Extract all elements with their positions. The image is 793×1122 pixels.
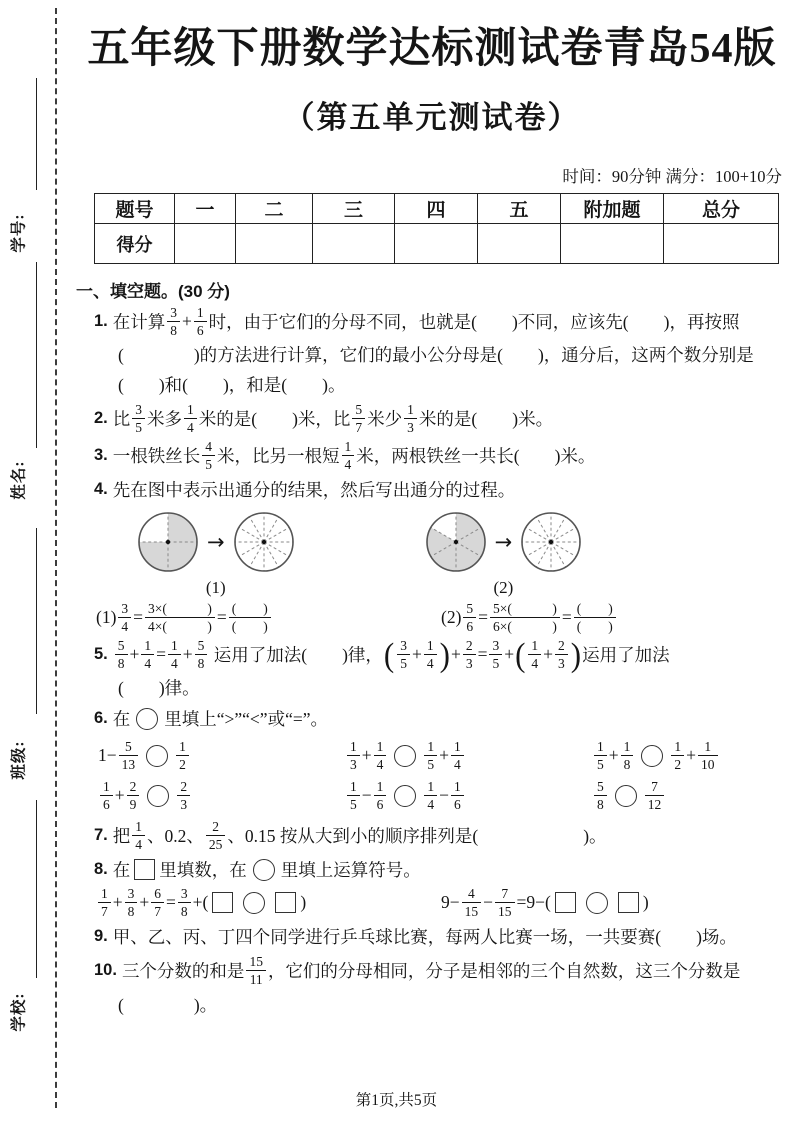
score-table-cell: 三 xyxy=(313,194,395,224)
question-text: 运用了加法 xyxy=(582,645,670,666)
question-number: 5. xyxy=(94,645,108,664)
fraction: $\frac{1}{6}$ xyxy=(451,779,464,812)
answer-circle xyxy=(586,892,608,914)
fraction: $\frac{1}{4}$ xyxy=(132,819,145,852)
fraction: $\frac{1}{5}$ xyxy=(424,739,437,772)
fraction-diagram xyxy=(136,510,296,598)
fraction: $\frac{3}{8}$ xyxy=(125,886,138,919)
expression xyxy=(96,885,441,920)
question-text: + xyxy=(139,892,150,913)
target-pie-circle xyxy=(232,510,296,574)
paper-title: 五年级下册数学达标测试卷青岛54版 xyxy=(87,26,777,72)
question-line xyxy=(76,370,788,399)
fraction: $\frac{1}{3}$ xyxy=(404,402,417,435)
question-line xyxy=(76,885,788,920)
question-text: +( xyxy=(192,892,209,913)
score-table-header-row xyxy=(95,194,779,224)
question-text: + xyxy=(129,644,140,665)
expression xyxy=(345,778,592,813)
question-line xyxy=(76,922,788,951)
paper-subtitle: （第五单元测试卷） xyxy=(283,100,581,136)
paper-content xyxy=(76,0,788,1020)
question-line xyxy=(76,401,788,436)
question-text: + xyxy=(182,311,192,332)
question-number: 3. xyxy=(94,446,108,465)
answer-circle xyxy=(394,785,416,807)
fraction: $\frac{( )}{( )}$ xyxy=(574,601,616,634)
page-number: 第1页,共5页 xyxy=(355,1092,438,1109)
question-text: 运用了加法( )律， xyxy=(209,645,383,666)
question-text: 在 xyxy=(112,860,131,881)
question-10 xyxy=(76,953,788,1018)
question-6 xyxy=(76,704,788,813)
source-pie-circle xyxy=(424,510,488,574)
score-table-empty-cell xyxy=(236,224,313,264)
fraction: $\frac{1}{4}$ xyxy=(424,779,437,812)
fraction: $\frac{5}{8}$ xyxy=(195,638,208,671)
question-text: + xyxy=(439,745,449,766)
fraction: $\frac{1}{6}$ xyxy=(194,305,207,338)
question-text: 米的是( )米。 xyxy=(418,409,554,430)
fraction: $\frac{2}{9}$ xyxy=(127,779,140,812)
answer-box xyxy=(134,859,155,880)
fraction: $\frac{3}{5}$ xyxy=(489,638,502,671)
question-line xyxy=(76,637,788,672)
question-text: 1− xyxy=(98,745,117,766)
fraction: $\frac{3}{4}$ xyxy=(118,601,131,634)
figure-label: (2) xyxy=(493,578,514,598)
answer-circle xyxy=(253,859,275,881)
question-2 xyxy=(76,401,788,436)
question-text: ( )律。 xyxy=(118,678,200,699)
question-7 xyxy=(76,818,788,853)
fraction: $\frac{5}{8}$ xyxy=(115,638,128,671)
score-table-empty-cell xyxy=(175,224,236,264)
question-text: − xyxy=(361,785,372,806)
target-pie-circle xyxy=(519,510,583,574)
student-id-text: 学号: xyxy=(11,213,29,253)
fraction: $\frac{2}{3}$ xyxy=(177,779,190,812)
question-text: 米，两根铁丝一共长( )米。 xyxy=(356,446,596,467)
question-line xyxy=(76,304,788,339)
fraction: $\frac{1}{4}$ xyxy=(528,638,541,671)
question-list xyxy=(76,304,788,1018)
question-text: 比 xyxy=(112,409,131,430)
question-text: + xyxy=(112,892,123,913)
figure-label: (1) xyxy=(205,578,226,598)
fraction: $\frac{7}{12}$ xyxy=(645,779,665,812)
seal-blank-line xyxy=(36,800,37,978)
question-text: 米，比另一根短 xyxy=(217,446,340,467)
question-number: 7. xyxy=(94,826,108,845)
student-id-label xyxy=(0,201,36,265)
answer-circle xyxy=(136,708,158,730)
seal-dashed-line xyxy=(55,8,57,1108)
circle-pair xyxy=(424,510,584,574)
fraction: $\frac{1}{2}$ xyxy=(671,739,684,772)
question-text: 里填数，在 xyxy=(159,860,247,881)
arrow-icon: → xyxy=(494,530,513,555)
fraction: $\frac{3}{8}$ xyxy=(178,886,191,919)
question-line xyxy=(76,438,788,473)
question-text: ) xyxy=(642,892,649,913)
fraction: $\frac{4}{15}$ xyxy=(462,886,482,919)
student-name-text: 姓名: xyxy=(11,460,29,500)
answer-circle xyxy=(243,892,265,914)
question-text: + xyxy=(504,644,515,665)
fraction: $\frac{1}{6}$ xyxy=(374,779,387,812)
big-parenthesis: ) xyxy=(570,635,582,674)
answer-circle xyxy=(615,785,637,807)
question-text: = xyxy=(477,644,488,665)
seal-blank-line xyxy=(36,262,37,448)
question-text: 米多 xyxy=(147,409,183,430)
expression xyxy=(592,778,666,813)
expression xyxy=(441,600,618,635)
fraction: $\frac{1}{7}$ xyxy=(98,886,111,919)
question-text: = xyxy=(478,607,489,628)
student-name-label xyxy=(0,448,36,512)
fraction: $\frac{5\times( )}{6\times( )}$ xyxy=(490,601,560,634)
question-text: 里填上“>”“<”或“=”。 xyxy=(164,709,328,730)
question-text: 甲、乙、丙、丁四个同学进行乒乓球比赛，每两人比赛一场，一共要赛( )场。 xyxy=(112,927,737,948)
question-text: = xyxy=(216,607,227,628)
answer-box xyxy=(618,892,639,913)
question-text: (2) xyxy=(441,607,462,628)
expression xyxy=(98,738,345,773)
question-text: = xyxy=(561,607,572,628)
fraction: $\frac{( )}{( )}$ xyxy=(229,601,271,634)
fraction: $\frac{1}{4}$ xyxy=(184,402,197,435)
section-title: 一、填空题。(30 分) xyxy=(76,282,230,302)
time-and-score-info: 时间：90分钟 满分：100+10分 xyxy=(562,167,782,187)
question-1 xyxy=(76,304,788,399)
question-number: 2. xyxy=(94,409,108,428)
answer-box xyxy=(212,892,233,913)
score-table-empty-cell xyxy=(664,224,779,264)
question-text: 里填上运算符号。 xyxy=(280,860,421,881)
fraction: $\frac{3}{5}$ xyxy=(397,638,410,671)
question-5 xyxy=(76,637,788,702)
big-parenthesis: ( xyxy=(383,635,395,674)
score-table-cell: 得分 xyxy=(95,224,175,264)
score-table-cell: 四 xyxy=(395,194,478,224)
question-text: 、0.2、 xyxy=(147,826,204,847)
question-number: 1. xyxy=(94,312,108,331)
score-table-cell: 附加题 xyxy=(561,194,664,224)
fraction: $\frac{1}{5}$ xyxy=(347,779,360,812)
fraction: $\frac{1}{6}$ xyxy=(100,779,113,812)
question-text: 时，由于它们的分母不同，也就是( )不同，应该先( )，再按照 xyxy=(208,312,740,333)
question-line xyxy=(76,855,788,884)
question-text: 一根铁丝长 xyxy=(112,446,201,467)
question-text: + xyxy=(543,644,554,665)
question-text: 三个分数的和是 xyxy=(121,961,245,982)
seal-blank-line xyxy=(36,78,37,190)
question-text: = xyxy=(166,892,176,913)
fraction: $\frac{4}{5}$ xyxy=(202,439,215,472)
question-line xyxy=(76,704,788,733)
score-table-empty-cell xyxy=(313,224,395,264)
fraction: $\frac{1}{4}$ xyxy=(141,638,154,671)
fraction: $\frac{1}{2}$ xyxy=(176,739,189,772)
expression xyxy=(96,600,441,635)
question-text: + xyxy=(450,644,461,665)
fraction: $\frac{1}{4}$ xyxy=(342,439,355,472)
answer-circle xyxy=(147,785,169,807)
answer-box xyxy=(555,892,576,913)
score-table-empty-cell xyxy=(395,224,478,264)
fraction: $\frac{5}{13}$ xyxy=(119,739,139,772)
answer-circle xyxy=(641,745,663,767)
source-pie-circle xyxy=(136,510,200,574)
fraction: $\frac{5}{6}$ xyxy=(463,601,476,634)
question-text: + xyxy=(182,644,193,665)
expression xyxy=(592,738,720,773)
question-text: = xyxy=(156,644,167,665)
answer-circle xyxy=(146,745,168,767)
fraction: $\frac{1}{8}$ xyxy=(621,739,634,772)
big-parenthesis: ) xyxy=(439,635,450,674)
question-line xyxy=(76,990,788,1019)
question-text: 9− xyxy=(441,892,460,913)
fraction: $\frac{1}{10}$ xyxy=(698,739,718,772)
fraction: $\frac{7}{15}$ xyxy=(495,886,515,919)
expression xyxy=(345,738,592,773)
question-text: 米少 xyxy=(367,409,403,430)
question-text: ( )和( )，和是( )。 xyxy=(118,375,346,396)
fraction: $\frac{2}{3}$ xyxy=(463,638,476,671)
fraction: $\frac{5}{8}$ xyxy=(594,779,607,812)
class-text: 班级: xyxy=(11,740,29,780)
school-text: 学校: xyxy=(11,992,29,1032)
question-text: + xyxy=(412,644,422,665)
score-table-empty-cell xyxy=(561,224,664,264)
question-text: + xyxy=(361,745,372,766)
question-text: − xyxy=(439,785,449,806)
question-3 xyxy=(76,438,788,473)
seal-blank-line xyxy=(36,528,37,714)
big-parenthesis: ( xyxy=(515,635,526,674)
question-text: 在计算 xyxy=(112,312,166,333)
question-line xyxy=(76,738,788,773)
question-text: = xyxy=(133,607,144,628)
question-line xyxy=(76,778,788,813)
question-text: (1) xyxy=(96,607,117,628)
question-4 xyxy=(76,475,788,635)
question-text: ) xyxy=(300,892,307,913)
question-text: ( )的方法进行计算，它们的最小公分母是( )，通分后，这两个数分别是 xyxy=(118,345,754,366)
answer-box xyxy=(275,892,296,913)
school-label xyxy=(0,980,36,1044)
fraction: $\frac{2}{25}$ xyxy=(206,819,226,852)
fraction: $\frac{1}{4}$ xyxy=(374,739,387,772)
question-8 xyxy=(76,855,788,920)
score-table-cell: 一 xyxy=(175,194,236,224)
question-text: ( )。 xyxy=(118,994,218,1015)
circle-pair xyxy=(136,510,296,574)
question-9 xyxy=(76,922,788,951)
common-denominator-figures xyxy=(76,510,788,598)
question-line xyxy=(76,953,788,988)
question-number: 8. xyxy=(94,860,108,879)
question-text: 、0.15 按从大到小的顺序排列是( )。 xyxy=(227,826,607,847)
fraction: $\frac{1}{4}$ xyxy=(168,638,181,671)
score-table-cell: 二 xyxy=(236,194,313,224)
question-line xyxy=(76,818,788,853)
question-line xyxy=(76,673,788,702)
fraction: $\frac{1}{5}$ xyxy=(594,739,607,772)
fraction: $\frac{6}{7}$ xyxy=(151,886,164,919)
score-table-empty-cell xyxy=(478,224,561,264)
fraction: $\frac{3}{8}$ xyxy=(167,305,180,338)
class-label xyxy=(0,728,36,792)
question-text: + xyxy=(608,745,619,766)
expression xyxy=(98,778,345,813)
question-line xyxy=(76,475,788,504)
question-text: =9−( xyxy=(516,892,551,913)
question-line xyxy=(76,600,788,635)
question-text: 先在图中表示出通分的结果，然后写出通分的过程。 xyxy=(112,480,516,501)
question-line xyxy=(76,340,788,369)
question-text: + xyxy=(686,745,696,766)
fraction: $\frac{1}{4}$ xyxy=(424,638,437,671)
fraction: $\frac{3\times( )}{4\times( )}$ xyxy=(145,601,215,634)
question-text: 米的是( )米，比 xyxy=(198,409,351,430)
question-text: − xyxy=(483,892,493,913)
question-text: ，它们的分母相同，分子是相邻的三个自然数，这三个分数是 xyxy=(267,961,741,982)
question-number: 9. xyxy=(94,927,108,946)
question-text: 把 xyxy=(112,826,131,847)
expression xyxy=(441,885,649,920)
fraction: $\frac{5}{7}$ xyxy=(352,402,365,435)
question-number: 4. xyxy=(94,480,108,499)
fraction-diagram xyxy=(424,510,584,598)
question-number: 6. xyxy=(94,709,108,728)
score-table-cell: 题号 xyxy=(95,194,175,224)
question-text: + xyxy=(114,785,125,806)
score-table-cell: 总分 xyxy=(664,194,779,224)
question-text: 在 xyxy=(112,709,131,730)
answer-circle xyxy=(394,745,416,767)
question-number: 10. xyxy=(94,961,117,980)
score-table xyxy=(94,193,779,264)
score-table-score-row xyxy=(95,224,779,264)
fraction: $\frac{1}{4}$ xyxy=(451,739,464,772)
arrow-icon: → xyxy=(207,530,225,555)
fraction: $\frac{15}{11}$ xyxy=(246,954,266,987)
fraction: $\frac{3}{5}$ xyxy=(132,402,145,435)
fraction: $\frac{1}{3}$ xyxy=(347,739,360,772)
score-table-cell: 五 xyxy=(478,194,561,224)
fraction: $\frac{2}{3}$ xyxy=(555,638,568,671)
